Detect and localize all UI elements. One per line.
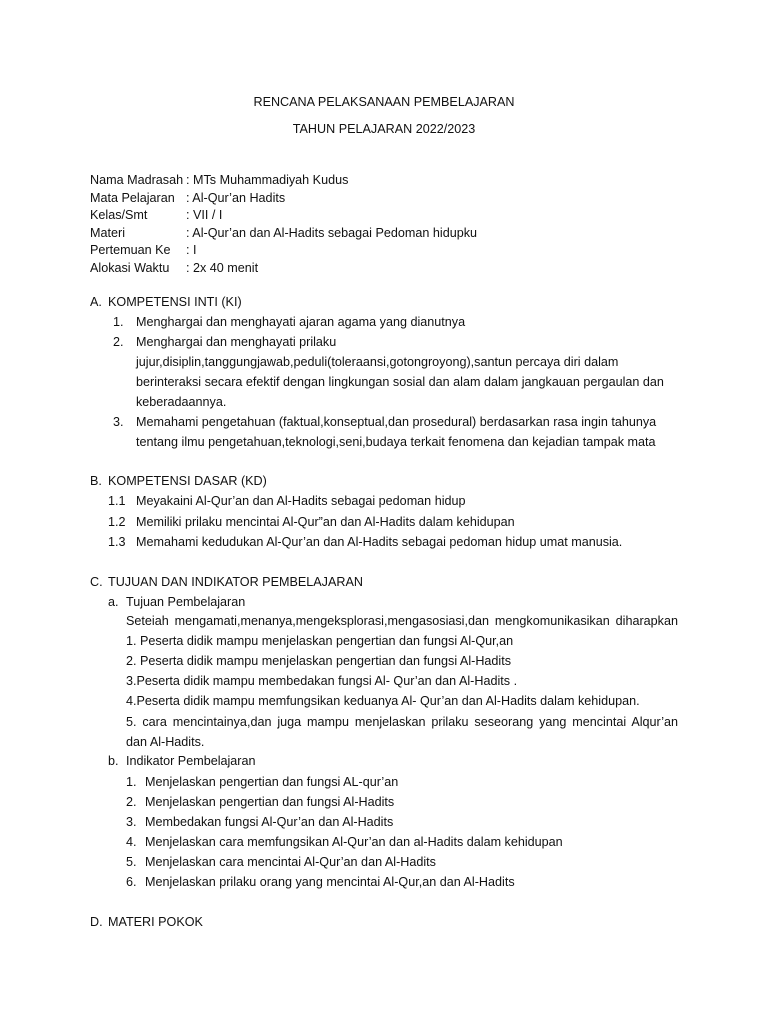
- indicator-text: Menjelaskan pengertian dan fungsi AL-qur’an: [145, 775, 399, 789]
- objective-line: 4.Peserta didik mampu memfungsikan keduanya Al- Qur’an dan Al-Hadits dalam kehidupan.: [126, 694, 640, 708]
- section-b-marker: B.: [90, 474, 102, 488]
- identity-value-material: : Al-Qur’an dan Al-Hadits sebagai Pedoman hidupku: [186, 226, 478, 240]
- section-c-heading: TUJUAN DAN INDIKATOR PEMBELAJARAN: [108, 575, 363, 589]
- kd-item-text: Memahami kedudukan Al-Qur’an dan Al-Hadits sebagai pedoman hidup umat manusia.: [136, 535, 623, 549]
- identity-value-time: : 2x 40 menit: [186, 261, 259, 275]
- indicator-number: 1.: [126, 775, 137, 789]
- ki-item-number: 1.: [113, 315, 124, 329]
- subsection-b-heading: Indikator Pembelajaran: [126, 754, 256, 768]
- ki-item-text: Menghargai dan menghayati prilaku: [136, 335, 337, 349]
- objective-line: 2. Peserta didik mampu menjelaskan pengertian dan fungsi Al-Hadits: [126, 654, 512, 668]
- subsection-a-heading: Tujuan Pembelajaran: [126, 595, 246, 609]
- ki-item-text: jujur,disiplin,tanggungjawab,peduli(toleraansi,gotongroyong),santun percaya diri dalam: [136, 355, 619, 369]
- subsection-a-marker: a.: [108, 595, 119, 609]
- indicator-text: Menjelaskan cara memfungsikan Al-Qur’an dan al-Hadits dalam kehidupan: [145, 835, 563, 849]
- indicator-number: 2.: [126, 795, 137, 809]
- identity-value-class: : VII / I: [186, 208, 223, 222]
- document-title: RENCANA PELAKSANAAN PEMBELAJARAN: [253, 95, 515, 109]
- identity-label-material: Materi: [90, 226, 125, 240]
- section-d-marker: D.: [90, 915, 103, 929]
- identity-value-madrasah: : MTs Muhammadiyah Kudus: [186, 173, 349, 187]
- identity-label-meeting: Pertemuan Ke: [90, 243, 171, 257]
- identity-value-meeting: : I: [186, 243, 197, 257]
- indicator-text: Menjelaskan cara mencintai Al-Qur’an dan Al-Hadits: [145, 855, 436, 869]
- ki-item-number: 2.: [113, 335, 124, 349]
- objective-line: dan Al-Hadits.: [126, 735, 205, 749]
- kd-item-number: 1.1: [108, 494, 126, 508]
- document-subtitle: TAHUN PELAJARAN 2022/2023: [292, 122, 476, 136]
- section-a-heading: KOMPETENSI INTI (KI): [108, 295, 242, 309]
- kd-item-text: Memiliki prilaku mencintai Al-Qur”an dan Al-Hadits dalam kehidupan: [136, 515, 515, 529]
- indicator-number: 5.: [126, 855, 137, 869]
- identity-label-time: Alokasi Waktu: [90, 261, 170, 275]
- indicator-text: Menjelaskan pengertian dan fungsi Al-Hadits: [145, 795, 395, 809]
- ki-item-text: keberadaannya.: [136, 395, 227, 409]
- indicator-text: Menjelaskan prilaku orang yang mencintai Al-Qur,an dan Al-Hadits: [145, 875, 515, 889]
- objective-line: 1. Peserta didik mampu menjelaskan pengertian dan fungsi Al-Qur,an: [126, 634, 514, 648]
- kd-item-text: Meyakaini Al-Qur’an dan Al-Hadits sebagai pedoman hidup: [136, 494, 466, 508]
- identity-label-subject: Mata Pelajaran: [90, 191, 175, 205]
- ki-item-number: 3.: [113, 415, 124, 429]
- section-d-heading: MATERI POKOK: [108, 915, 203, 929]
- indicator-text: Membedakan fungsi Al-Qur’an dan Al-Hadits: [145, 815, 394, 829]
- objective-line: 3.Peserta didik mampu membedakan fungsi Al- Qur’an dan Al-Hadits .: [126, 674, 518, 688]
- indicator-number: 4.: [126, 835, 137, 849]
- ki-item-text: Memahami pengetahuan (faktual,konseptual,dan prosedural) berdasarkan rasa ingin tahunya: [136, 415, 657, 429]
- identity-value-subject: : Al-Qur’an Hadits: [186, 191, 286, 205]
- objective-line: 5. cara mencintainya,dan juga mampu menjelaskan prilaku seseorang yang mencintai Alqur’an: [126, 715, 678, 729]
- kd-item-number: 1.2: [108, 515, 126, 529]
- objective-intro: Seteiah mengamati,menanya,mengeksplorasi,mengasosiasi,dan mengkomunikasikan diharapkan: [126, 614, 678, 628]
- indicator-number: 3.: [126, 815, 137, 829]
- ki-item-text: berinteraksi secara efektif dengan lingkungan sosial dan alam dalam jangkauan pergaulan dan: [136, 375, 664, 389]
- indicator-number: 6.: [126, 875, 137, 889]
- section-a-marker: A.: [90, 295, 102, 309]
- ki-item-text: tentang ilmu pengetahuan,teknologi,seni,budaya terkait fenomena dan kejadian tampak mata: [136, 435, 656, 449]
- identity-label-madrasah: Nama Madrasah: [90, 173, 184, 187]
- identity-label-class: Kelas/Smt: [90, 208, 148, 222]
- section-c-marker: C.: [90, 575, 103, 589]
- kd-item-number: 1.3: [108, 535, 126, 549]
- section-b-heading: KOMPETENSI DASAR (KD): [108, 474, 267, 488]
- ki-item-text: Menghargai dan menghayati ajaran agama yang dianutnya: [136, 315, 466, 329]
- subsection-b-marker: b.: [108, 754, 119, 768]
